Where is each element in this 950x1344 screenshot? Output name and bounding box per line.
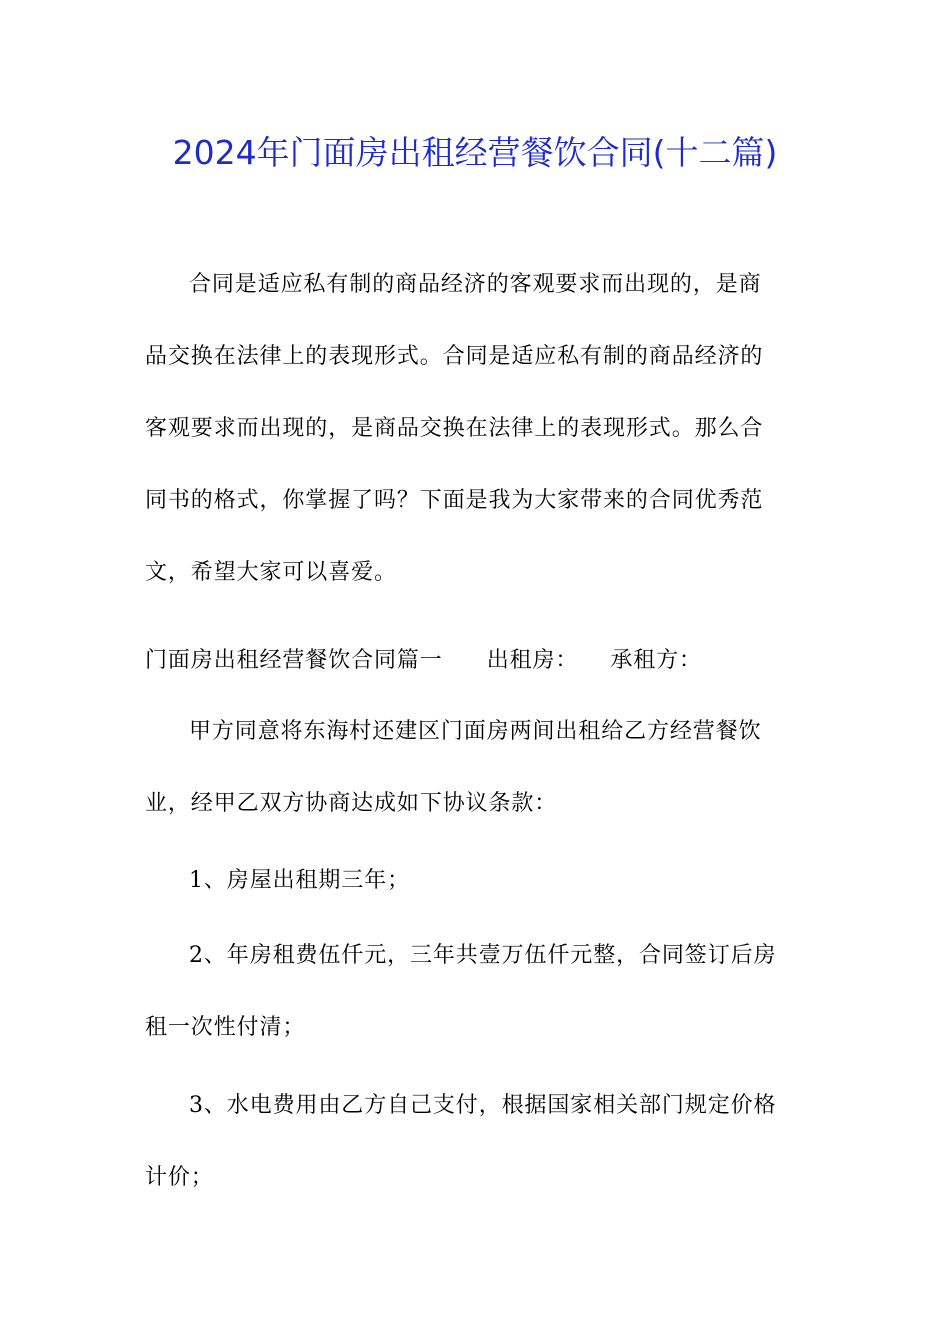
- clause-line: 1、房屋出租期三年；: [189, 868, 410, 893]
- clause-2: [145, 920, 805, 1064]
- intro-line: 合同是适应私有制的商品经济的客观要求而出现的，是商: [189, 272, 762, 297]
- clause-line: 计价；: [145, 1165, 214, 1190]
- clause-line: 3、水电费用由乙方自己支付，根据国家相关部门规定价格: [189, 1093, 777, 1118]
- document-title: 2024年门面房出租经营餐饮合同(十二篇): [172, 133, 778, 172]
- section-heading: [145, 643, 805, 679]
- lessee-label: 承租方：: [610, 648, 702, 673]
- intro-line: 品交换在法律上的表现形式。合同是适应私有制的商品经济的: [145, 344, 764, 369]
- agreement-line: 甲方同意将东海村还建区门面房两间出租给乙方经营餐饮: [189, 719, 762, 744]
- agreement-paragraph: [145, 696, 805, 840]
- intro-line: 同书的格式，你掌握了吗？下面是我为大家带来的合同优秀范: [145, 488, 764, 513]
- clause-line: 2、年房租费伍仟元，三年共壹万伍仟元整，合同签订后房: [189, 943, 777, 968]
- agreement-line: 业，经甲乙双方协商达成如下协议条款：: [145, 791, 558, 816]
- clause-3: [145, 1070, 805, 1214]
- intro-paragraph: [145, 249, 805, 609]
- intro-line: 文，希望大家可以喜爱。: [145, 560, 397, 585]
- lessor-label: 出租房：: [486, 648, 579, 673]
- clause-line: 租一次性付清；: [145, 1015, 306, 1040]
- intro-line: 客观要求而出现的，是商品交换在法律上的表现形式。那么合: [145, 416, 764, 441]
- clause-1: [145, 845, 805, 917]
- section-title: 门面房出租经营餐饮合同篇一: [145, 648, 443, 673]
